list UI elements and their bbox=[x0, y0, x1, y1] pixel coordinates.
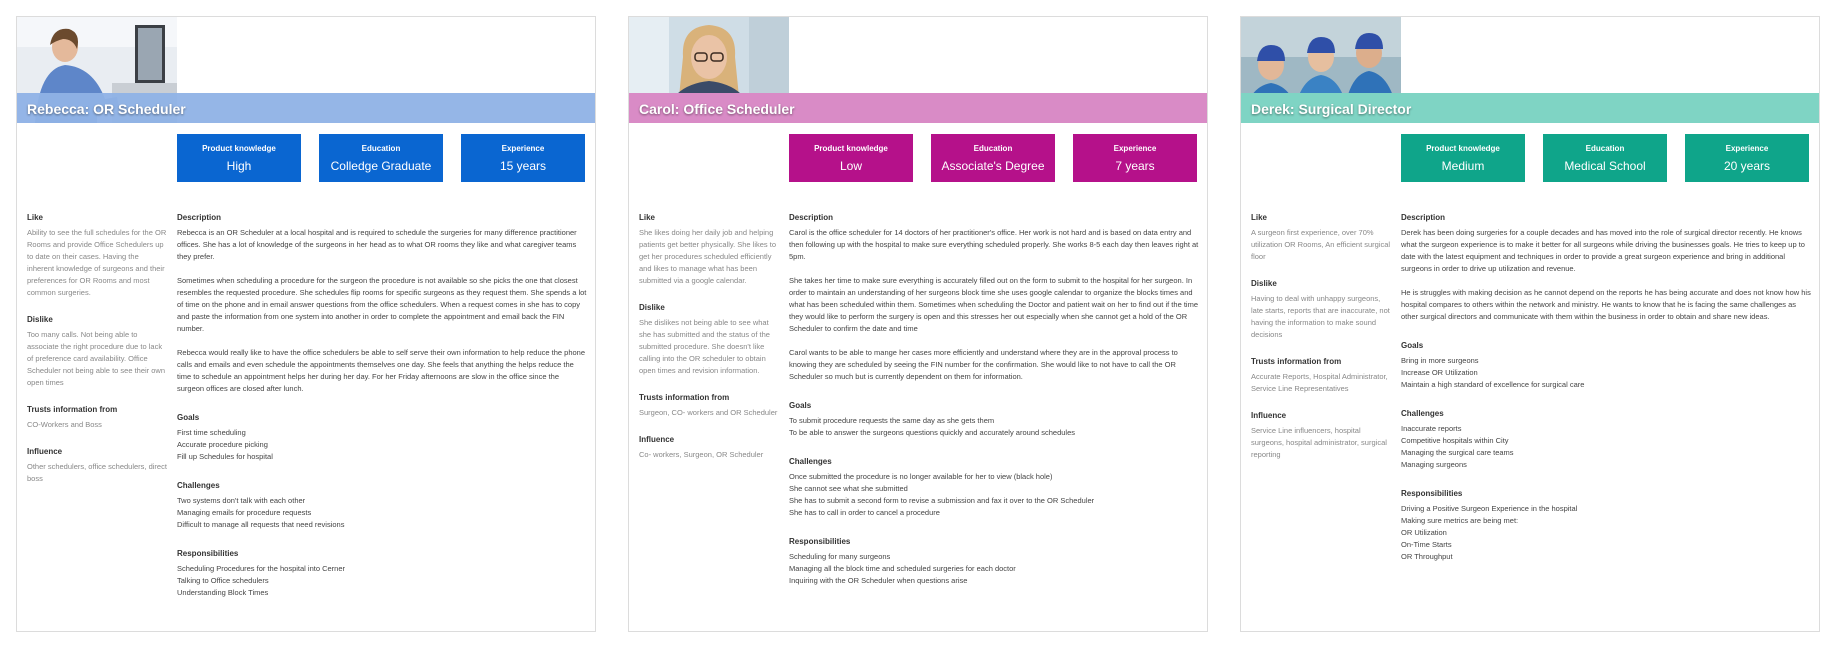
description-heading: Description bbox=[1401, 213, 1446, 222]
persona-card-rebecca bbox=[16, 16, 596, 632]
list-item: First time scheduling bbox=[177, 428, 246, 437]
persona-name: Carol: Office Scheduler bbox=[639, 101, 795, 117]
dislike-text: Too many calls. Not being able to associate the right procedure due to lack of preference card availability. Office Scheduler not being able to see their own open times bbox=[27, 330, 166, 387]
stat-label: Product knowledge bbox=[202, 144, 276, 153]
stat-label: Education bbox=[973, 144, 1013, 153]
list-item: Once submitted the procedure is no longer available for her to view (black hole) bbox=[789, 472, 1053, 481]
persona-main bbox=[177, 213, 587, 599]
challenges-list bbox=[177, 495, 587, 531]
like-heading: Like bbox=[1251, 213, 1268, 222]
stat-label: Education bbox=[1585, 144, 1625, 153]
list-item: She has to call in order to cancel a procedure bbox=[789, 508, 940, 517]
trusts-text: Surgeon, CO- workers and OR Scheduler bbox=[639, 408, 778, 417]
stat-product-knowledge bbox=[1401, 134, 1525, 182]
description-heading: Description bbox=[789, 213, 834, 222]
stat-experience bbox=[1073, 134, 1197, 182]
list-item: Driving a Positive Surgeon Experience in the hospital bbox=[1401, 504, 1578, 513]
list-item: Difficult to manage all requests that need revisions bbox=[177, 520, 345, 529]
list-item: Maintain a high standard of excellence for surgical care bbox=[1401, 380, 1585, 389]
responsibilities-heading: Responsibilities bbox=[1401, 489, 1463, 498]
description-paragraph: Rebecca would really like to have the office schedulers be able to self serve their own information to help reduce the phone calls and emails and even schedule the appointments themselves one day. She feels that anything the helps reduce the time to schedule an appointment helps her during her day. For her Friday afternoons are slow in the office since the surgeon offices are closed after lunch. bbox=[177, 348, 586, 393]
list-item: Inaccurate reports bbox=[1401, 424, 1462, 433]
stat-experience bbox=[1685, 134, 1809, 182]
dislike-heading: Dislike bbox=[27, 315, 53, 324]
influence-heading: Influence bbox=[27, 447, 63, 456]
description-paragraph: Sometimes when scheduling a procedure for the surgeon the procedure is not available so she picks the one that closest resembles the requested procedure. She schedules flip rooms for specific surgeons as they request them. She spends a lot of time on the phone and in email answer questions from the office schedulers. When a request comes in she has to copy and paste the information from one system into another in order to complete the appointment and email back the FIN number. bbox=[177, 276, 587, 333]
persona-main bbox=[789, 213, 1199, 587]
description-paragraph: Carol is the office scheduler for 14 doctors of her practitioner's office. Her work is not hard and is based on data entry and then following up with the hospital to make sure everything scheduled properly. She works 8-5 each day then leaves right at 5pm. bbox=[789, 228, 1199, 261]
list-item: Managing surgeons bbox=[1401, 460, 1467, 469]
stat-label: Product knowledge bbox=[814, 144, 888, 153]
list-item: Increase OR Utilization bbox=[1401, 368, 1478, 377]
challenges-heading: Challenges bbox=[789, 457, 832, 466]
goals-list bbox=[1401, 355, 1811, 391]
list-item: Accurate procedure picking bbox=[177, 440, 268, 449]
description-paragraph: He is struggles with making decision as he cannot depend on the reports he has being accurate and does not know how his hospital compares to others within the network and ministry. He wants to know that he is facing the same challenges as other surgical directors and communicate with them within the business in order to obtain and share new ideas. bbox=[1401, 288, 1811, 321]
responsibilities-list bbox=[177, 563, 587, 599]
like-text: Ability to see the full schedules for the OR Rooms and provide Office Schedulers up to date on their cases. Having the inherent knowledge of surgeons and their preferences for OR Rooms and most common surgeries. bbox=[27, 228, 167, 297]
dislike-text: She dislikes not being able to see what she has submitted and the status of the submitted procedure. She doesn't like calling into the OR scheduler to obtain open times and revision information. bbox=[639, 318, 770, 375]
influence-heading: Influence bbox=[1251, 411, 1287, 420]
trusts-text: Accurate Reports, Hospital Administrator, Service Line Representatives bbox=[1251, 372, 1388, 393]
list-item: OR Throughput bbox=[1401, 552, 1453, 561]
list-item: Managing all the block time and scheduled surgeries for each doctor bbox=[789, 564, 1016, 573]
persona-sidebar bbox=[27, 213, 167, 485]
trusts-heading: Trusts information from bbox=[1251, 357, 1342, 366]
influence-text: Co- workers, Surgeon, OR Scheduler bbox=[639, 450, 764, 459]
description-heading: Description bbox=[177, 213, 222, 222]
stat-label: Education bbox=[361, 144, 401, 153]
persona-sidebar bbox=[639, 213, 779, 461]
persona-stats bbox=[789, 134, 1199, 182]
goals-heading: Goals bbox=[1401, 341, 1424, 350]
persona-stats bbox=[177, 134, 587, 182]
like-text: She likes doing her daily job and helping patients get better physically. She likes to get her procedures scheduled efficiently and likes to manage what has been submitted via a google calendar. bbox=[639, 228, 777, 285]
challenges-heading: Challenges bbox=[177, 481, 220, 490]
like-heading: Like bbox=[27, 213, 44, 222]
description-paragraph: Derek has been doing surgeries for a couple decades and has moved into the role of surgical director recently. He knows what the surgeon experience is to make it better for all surgeons while driving the businesses goals. He tries to keep up to date with the latest equipment and techniques in order to provide a great surgeon experience and bring in additional surgeons in order to drive up utilization and revenue. bbox=[1401, 228, 1805, 273]
list-item: Fill up Schedules for hospital bbox=[177, 452, 273, 461]
list-item: Managing emails for procedure requests bbox=[177, 508, 312, 517]
stat-value: 15 years bbox=[499, 159, 547, 173]
description-paragraph: Carol wants to be able to mange her cases more efficiently and understand where they are in the approval process to knowing they are scheduled by seeing the FIN number for the confirmation. She would like to not have to call the OR Scheduler so much but is currently dependent on them for information. bbox=[789, 348, 1178, 381]
stat-education bbox=[1543, 134, 1667, 182]
dislike-heading: Dislike bbox=[1251, 279, 1277, 288]
persona-card-derek bbox=[1240, 16, 1820, 632]
influence-text: Other schedulers, office schedulers, direct boss bbox=[27, 462, 167, 483]
list-item: Making sure metrics are being met: bbox=[1401, 516, 1519, 525]
stat-label: Experience bbox=[1725, 144, 1769, 153]
responsibilities-list bbox=[789, 551, 1199, 587]
persona-name: Rebecca: OR Scheduler bbox=[27, 101, 186, 117]
challenges-list bbox=[1401, 423, 1811, 471]
stat-value: High bbox=[226, 159, 252, 173]
list-item: OR Utilization bbox=[1401, 528, 1447, 537]
goals-heading: Goals bbox=[789, 401, 812, 410]
stat-experience bbox=[461, 134, 585, 182]
trusts-heading: Trusts information from bbox=[639, 393, 730, 402]
responsibilities-heading: Responsibilities bbox=[789, 537, 851, 546]
stat-label: Product knowledge bbox=[1426, 144, 1500, 153]
challenges-heading: Challenges bbox=[1401, 409, 1444, 418]
list-item: Scheduling Procedures for the hospital into Cerner bbox=[177, 564, 346, 573]
list-item: Talking to Office schedulers bbox=[177, 576, 269, 585]
challenges-list bbox=[789, 471, 1199, 519]
description-paragraph: Rebecca is an OR Scheduler at a local hospital and is required to schedule the surgeries for many difference practitioner offices. She has a lot of knowledge of the surgeons in her head as to what OR rooms they like and what caregiver teams they prefer. bbox=[177, 228, 577, 261]
list-item: Two systems don't talk with each other bbox=[177, 496, 306, 505]
goals-heading: Goals bbox=[177, 413, 200, 422]
stat-value: Medium bbox=[1441, 159, 1485, 173]
list-item: Bring in more surgeons bbox=[1401, 356, 1479, 365]
persona-stats bbox=[1401, 134, 1811, 182]
list-item: To submit procedure requests the same day as she gets them bbox=[789, 416, 995, 425]
stat-value: Low bbox=[839, 159, 862, 173]
stat-value: 20 years bbox=[1723, 159, 1771, 173]
stat-education bbox=[931, 134, 1055, 182]
stat-value: Medical School bbox=[1564, 159, 1646, 173]
list-item: Competitive hospitals within City bbox=[1401, 436, 1509, 445]
stat-label: Experience bbox=[501, 144, 545, 153]
trusts-heading: Trusts information from bbox=[27, 405, 118, 414]
list-item: On-Time Starts bbox=[1401, 540, 1452, 549]
dislike-heading: Dislike bbox=[639, 303, 665, 312]
like-heading: Like bbox=[639, 213, 656, 222]
influence-heading: Influence bbox=[639, 435, 675, 444]
persona-name: Derek: Surgical Director bbox=[1251, 101, 1412, 117]
list-item: Understanding Block Times bbox=[177, 588, 269, 597]
persona-sidebar bbox=[1251, 213, 1391, 461]
description-paragraph: She takes her time to make sure everything is accurately filled out on the form to submit to the hospital for her surgeon. In order to maintain an understanding of her surgeons block time she uses google calendar to organize the blocks times and what has been scheduled within them. Sometimes when scheduling the Doctor and patient wait on her to find out if the time they would like to perform the surgery is open and this stresses her out especially when she cannot get a hold of the OR Scheduler to confirm the date and time bbox=[789, 276, 1198, 333]
list-item: Scheduling for many surgeons bbox=[789, 552, 891, 561]
trusts-text: CO-Workers and Boss bbox=[27, 420, 102, 429]
like-text: A surgeon first experience, over 70% utilization OR Rooms, An efficient surgical floor bbox=[1251, 228, 1391, 261]
goals-list bbox=[177, 427, 587, 463]
stat-value: Associate's Degree bbox=[941, 159, 1045, 173]
stat-label: Experience bbox=[1113, 144, 1157, 153]
responsibilities-list bbox=[1401, 503, 1811, 563]
stat-product-knowledge bbox=[789, 134, 913, 182]
stat-value: 7 years bbox=[1115, 159, 1155, 173]
stat-value: Colledge Graduate bbox=[330, 159, 432, 173]
dislike-text: Having to deal with unhappy surgeons, late starts, reports that are inaccurate, not having the information to make sound decisions bbox=[1251, 294, 1390, 339]
list-item: Managing the surgical care teams bbox=[1401, 448, 1514, 457]
list-item: She cannot see what she submitted bbox=[789, 484, 908, 493]
stat-education bbox=[319, 134, 443, 182]
responsibilities-heading: Responsibilities bbox=[177, 549, 239, 558]
persona-main bbox=[1401, 213, 1811, 563]
goals-list bbox=[789, 415, 1199, 439]
influence-text: Service Line influencers, hospital surgeons, hospital administrator, surgical reporting bbox=[1251, 426, 1387, 459]
stat-product-knowledge bbox=[177, 134, 301, 182]
list-item: She has to submit a second form to revise a submission and fax it over to the OR Scheduler bbox=[789, 496, 1095, 505]
persona-card-carol bbox=[628, 16, 1208, 632]
list-item: Inquiring with the OR Scheduler when questions arise bbox=[789, 576, 968, 585]
list-item: To be able to answer the surgeons questions quickly and accurately around schedules bbox=[789, 428, 1076, 437]
